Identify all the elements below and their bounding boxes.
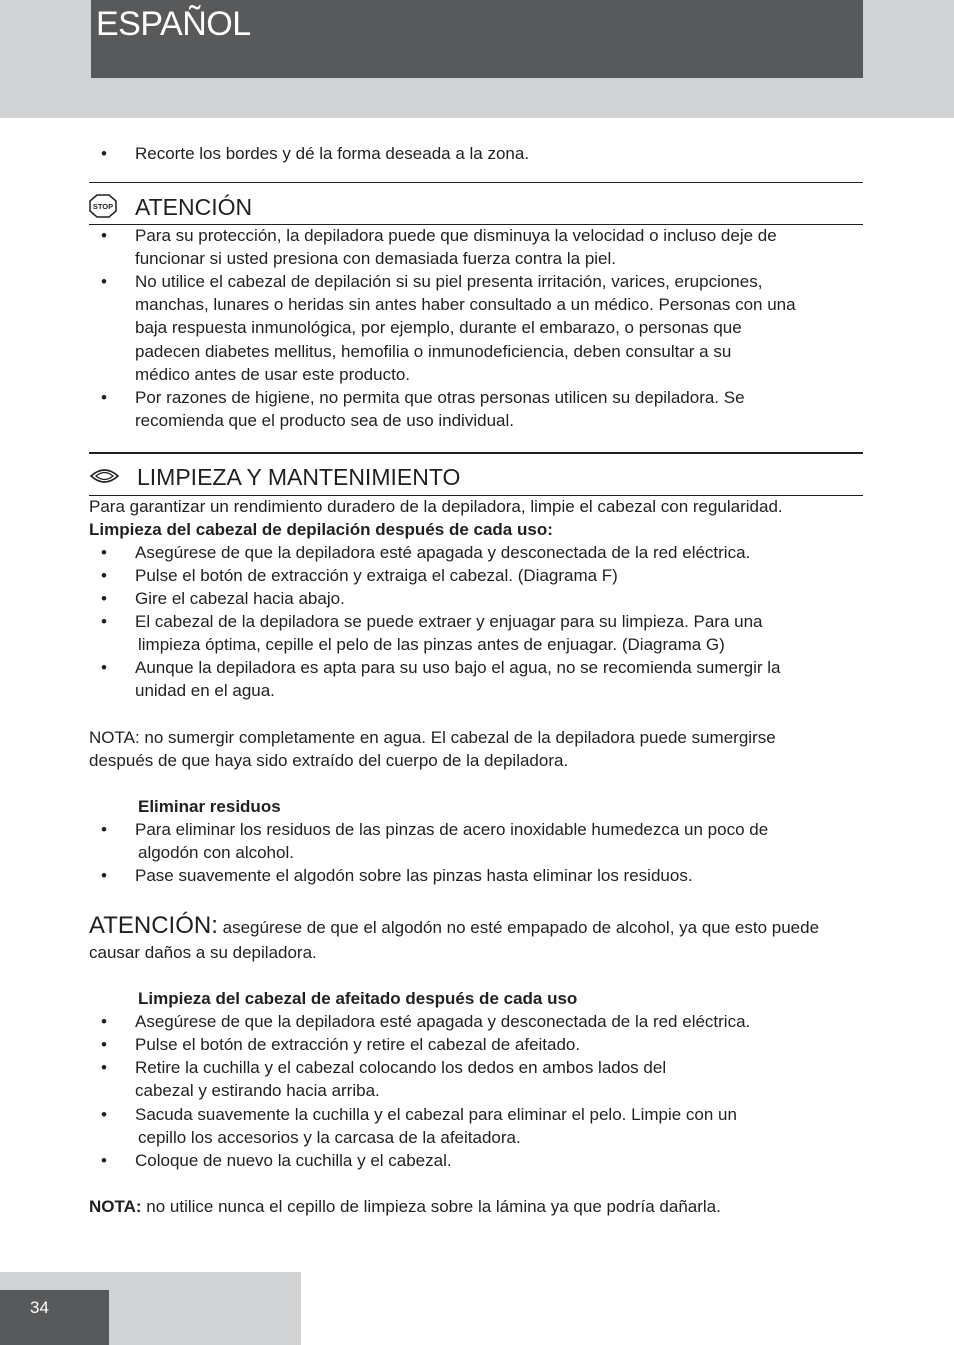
eye-icon — [89, 465, 120, 487]
afeitado-line: Coloque de nuevo la cuchilla y el cabezal. — [135, 1151, 452, 1170]
bullet: • — [101, 1105, 107, 1124]
limpieza-intro: Para garantizar un rendimiento duradero de la depiladora, limpie el cabezal con regularidad. — [89, 497, 783, 516]
atencion-warning-label: ATENCIÓN: — [89, 912, 218, 939]
atencion-warning — [89, 914, 819, 939]
residuos-line: Para eliminar los residuos de las pinzas de acero inoxidable humedezca un poco de — [135, 820, 769, 839]
limpieza-line: El cabezal de la depiladora se puede extraer y enjuagar para su limpieza. Para una — [135, 612, 763, 631]
page-title: ESPAÑOL — [96, 5, 251, 43]
afeitado-line: Retire la cuchilla y el cabezal colocando los dedos en ambos lados del — [135, 1058, 667, 1077]
atencion-line: padecen diabetes mellitus, hemofilia o inmunodeficiencia, deben consultar a su — [135, 342, 732, 361]
limpieza-line: limpieza óptima, cepille el pelo de las pinzas antes de enjuagar. (Diagrama G) — [138, 635, 725, 654]
bullet: • — [101, 543, 107, 562]
limpieza-line: Asegúrese de que la depiladora esté apagada y desconectada de la red eléctrica. — [135, 543, 751, 562]
section-divider — [89, 182, 863, 183]
afeitado-line: Asegúrese de que la depiladora esté apagada y desconectada de la red eléctrica. — [135, 1012, 751, 1031]
atencion-warning-text: asegúrese de que el algodón no esté empapado de alcohol, ya que esto puede — [217, 918, 820, 937]
limpieza-line: unidad en el agua. — [135, 681, 275, 700]
bullet: • — [101, 226, 107, 245]
residuos-line: algodón con alcohol. — [138, 843, 294, 862]
bullet: • — [101, 866, 107, 885]
bullet: • — [101, 144, 107, 163]
bullet: • — [101, 658, 107, 677]
afeitado-line: Pulse el botón de extracción y retire el cabezal de afeitado. — [135, 1035, 581, 1054]
bullet: • — [101, 820, 107, 839]
atencion-line: recomienda que el producto sea de uso individual. — [135, 411, 514, 430]
nota-line: NOTA: no sumergir completamente en agua. El cabezal de la depiladora puede sumergirse — [89, 728, 776, 747]
nota-line: después de que haya sido extraído del cuerpo de la depiladora. — [89, 751, 569, 770]
section-divider — [89, 452, 863, 454]
stop-icon — [89, 194, 117, 218]
atencion-line: funcionar si usted presiona con demasiada fuerza contra la piel. — [135, 249, 617, 268]
nota-final-label: NOTA: — [89, 1197, 142, 1216]
bullet: • — [101, 1058, 107, 1077]
nota-final-text: no utilice nunca el cepillo de limpieza sobre la lámina ya que podría dañarla. — [141, 1197, 721, 1216]
limpieza-line: Pulse el botón de extracción y extraiga el cabezal. (Diagrama F) — [135, 566, 618, 585]
afeitado-line: cabezal y estirando hacia arriba. — [135, 1081, 380, 1100]
bullet: • — [101, 1035, 107, 1054]
bullet: • — [101, 272, 107, 291]
atencion-warning-line2: causar daños a su depiladora. — [89, 943, 317, 962]
bullet: • — [101, 566, 107, 585]
page-number: 34 — [30, 1298, 49, 1317]
atencion-line: Para su protección, la depiladora puede que disminuya la velocidad o incluso deje de — [135, 226, 777, 245]
afeitado-line: Sacuda suavemente la cuchilla y el cabezal para eliminar el pelo. Limpie con un — [135, 1105, 737, 1124]
atencion-line: manchas, lunares o heridas sin antes haber consultado a un médico. Personas con una — [135, 295, 796, 314]
afeitado-line: cepillo los accesorios y la carcasa de la afeitadora. — [138, 1128, 521, 1147]
atencion-heading: ATENCIÓN — [135, 194, 253, 220]
bullet: • — [101, 388, 107, 407]
bullet: • — [101, 612, 107, 631]
bullet: • — [101, 1151, 107, 1170]
subtitle-residuos: Eliminar residuos — [138, 797, 281, 816]
residuos-line: Pase suavemente el algodón sobre las pinzas hasta eliminar los residuos. — [135, 866, 693, 885]
atencion-line: Por razones de higiene, no permita que otras personas utilicen su depiladora. Se — [135, 388, 745, 407]
limpieza-line: Aunque la depiladora es apta para su uso bajo el agua, no se recomienda sumergir la — [135, 658, 781, 677]
limpieza-heading: LIMPIEZA Y MANTENIMIENTO — [137, 464, 461, 490]
bullet: • — [101, 1012, 107, 1031]
atencion-line: médico antes de usar este producto. — [135, 365, 410, 384]
atencion-line: No utilice el cabezal de depilación si su piel presenta irritación, varices, erupciones, — [135, 272, 763, 291]
intro-text: Recorte los bordes y dé la forma deseada a la zona. — [135, 144, 530, 163]
bullet: • — [101, 589, 107, 608]
subtitle-afeitado: Limpieza del cabezal de afeitado después de cada uso — [138, 989, 578, 1008]
atencion-line: baja respuesta inmunológica, por ejemplo, durante el embarazo, o personas que — [135, 318, 742, 337]
subtitle-depilacion: Limpieza del cabezal de depilación después de cada uso: — [89, 520, 553, 539]
stop-icon-label: STOP — [92, 202, 114, 211]
limpieza-line: Gire el cabezal hacia abajo. — [135, 589, 345, 608]
nota-final — [89, 1195, 721, 1218]
footer-box — [0, 1290, 109, 1345]
